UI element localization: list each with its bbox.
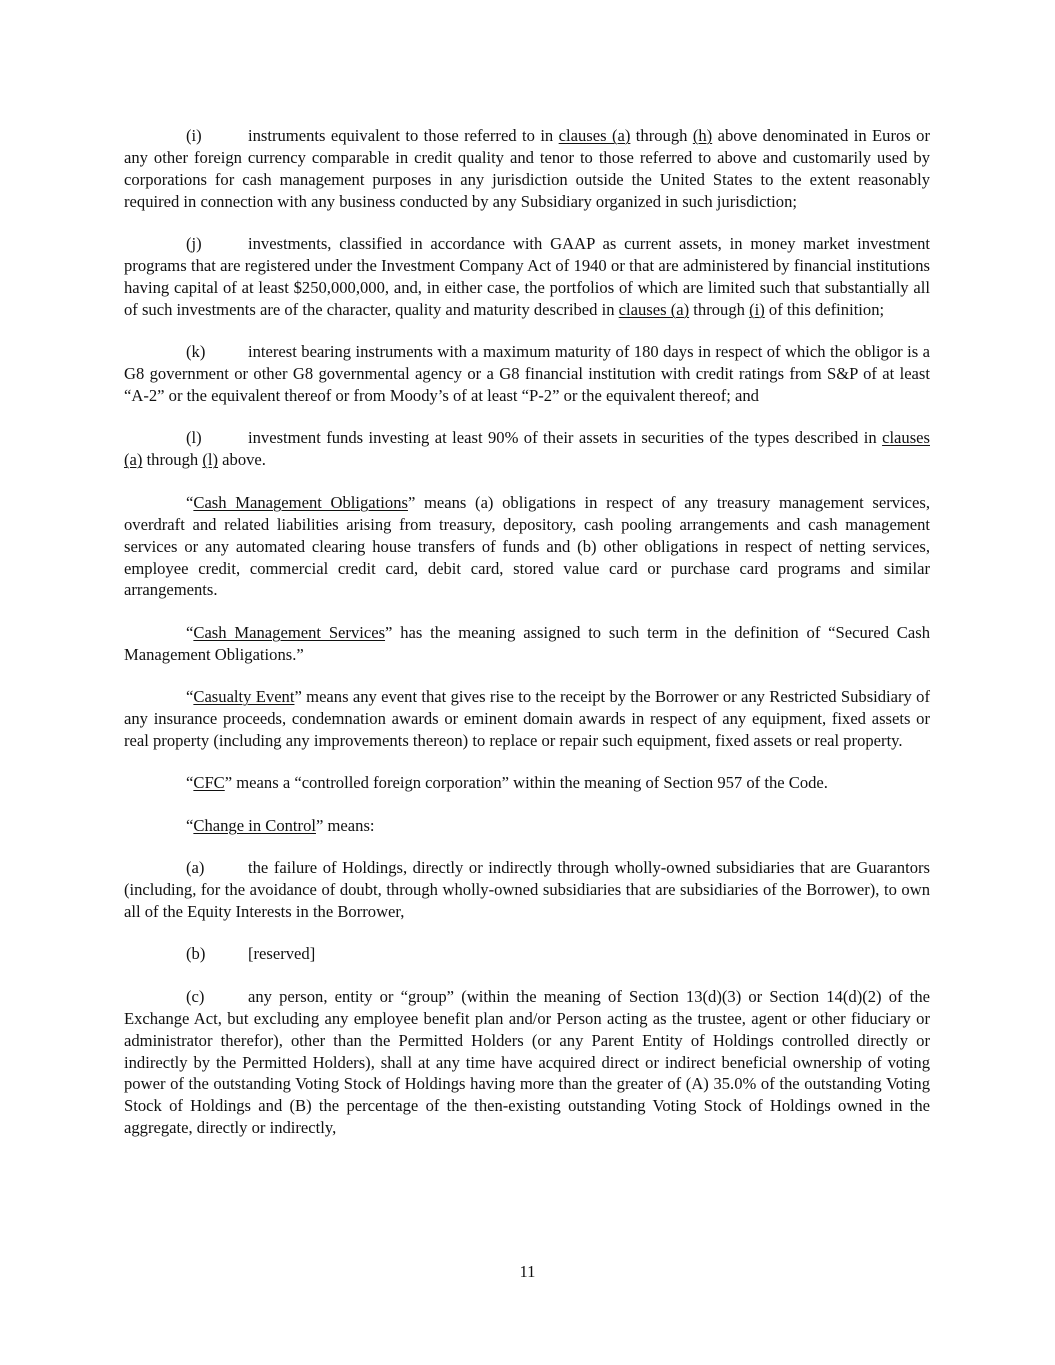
change-in-control-clause-c: (c) any person, entity or “group” (within the meaning of Section 13(d)(3) or Section 14(d)(2) of the Exchange Act, but excluding any employee benefit plan and/or Person acting as the trustee, agent or other fiduciary or administrator therefor), other than the Permitted Holders (or any Parent Entity of Holdings controlled directly or indirectly by the Permitted Holders), shall at any time have acquired direct or indirect beneficial ownership of voting power of the outstanding Voting Stock of Holdings having more than the greater of (A) 35.0% of the outstanding Voting Stock of Holdings and (B) the percentage of the then-existing outstanding Voting Stock of Holdings owned in the aggregate, directly or indirectly, [124, 986, 930, 1138]
cross-reference: clauses (a) [124, 428, 930, 470]
change-in-control-clause-b: (b) [reserved] [186, 944, 316, 964]
defined-term: Cash Management Services [193, 622, 386, 642]
definition-casualty-event: “Casualty Event” means any event that gives rise to the receipt by the Borrower or any Restricted Subsidiary of any insurance proceeds, condemnation awards or eminent domain awards in respect of any equipment, fixed assets or real property (including any improvements thereon) to replace or repair such equipment, fixed assets or real property. [124, 687, 930, 750]
defined-term: CFC [193, 773, 225, 793]
clause-l: (l) investment funds investing at least 90% of their assets in securities of the types described in clauses (a) through (l) above. [124, 428, 930, 470]
cross-reference: (l) [202, 450, 219, 470]
clause-label: (j) [186, 234, 202, 254]
page-number: 11 [519, 1262, 536, 1281]
definition-cfc: “CFC” means a “controlled foreign corporation” within the meaning of Section 957 of the Code. [186, 773, 828, 793]
clause-i: (i) instruments equivalent to those referred to in clauses (a) through (h) above denominated in Euros or any other foreign currency comparable in credit quality and tenor to those referred to above and customarily used by corporations for cash management purposes in any jurisdiction outside the United States to the extent reasonably required in connection with any business conducted by any Subsidiary organized in such jurisdiction; [124, 126, 930, 211]
clause-label: (a) [186, 858, 205, 878]
clause-label: (k) [186, 342, 206, 362]
defined-term: Casualty Event [193, 687, 295, 707]
cross-reference: (i) [749, 299, 765, 319]
definition-cash-management-services: “Cash Management Services” has the meaning assigned to such term in the definition of “Secured Cash Management Obligations.” [124, 622, 930, 664]
cross-reference: clauses (a) [618, 299, 690, 319]
clause-label: (l) [186, 428, 202, 448]
cross-reference: clauses (a) [558, 126, 631, 145]
change-in-control-clause-a: (a) the failure of Holdings, directly or indirectly through wholly-owned subsidiaries that are Guarantors (including, for the avoidance of doubt, through wholly-owned subsidiaries that are subsidiaries of the Borrower), to own all of the Equity Interests in the Borrower, [124, 858, 930, 921]
defined-term: Change in Control [193, 815, 316, 835]
clause-j: (j) investments, classified in accordance with GAAP as current assets, in money market investment programs that are registered under the Investment Company Act of 1940 or that are administered by financial institutions having capital of at least $250,000,000, and, in either case, the portfolios of which are limited such that substantially all of such investments are of the character, quality and maturity described in clauses (a) through (i) of this definition; [124, 234, 930, 319]
definition-change-in-control: “Change in Control” means: [186, 815, 375, 835]
clause-label: (c) [186, 986, 205, 1006]
clause-label: (b) [186, 944, 206, 964]
clause-label: (i) [186, 126, 202, 145]
clause-k: (k) interest bearing instruments with a maximum maturity of 180 days in respect of which the obligor is a G8 government or other G8 governmental agency or a G8 financial institution with credit ratings from S&P of at least “A-2” or the equivalent thereof or from Moody’s of at least “P-2” or the equivalent thereof; and [124, 342, 930, 406]
defined-term: Cash Management Obligations [193, 492, 408, 512]
document-page [124, 125, 930, 1160]
cross-reference: (h) [692, 126, 713, 145]
definition-cash-management-obligations: “Cash Management Obligations” means (a) obligations in respect of any treasury management services, overdraft and related liabilities arising from treasury, depository, cash pooling arrangements and cash management services or any automated clearing house transfers of funds and (b) other obligations in respect of netting services, employee credit, commercial credit card, debit card, stored value card or purchase card programs and similar arrangements. [124, 492, 930, 600]
